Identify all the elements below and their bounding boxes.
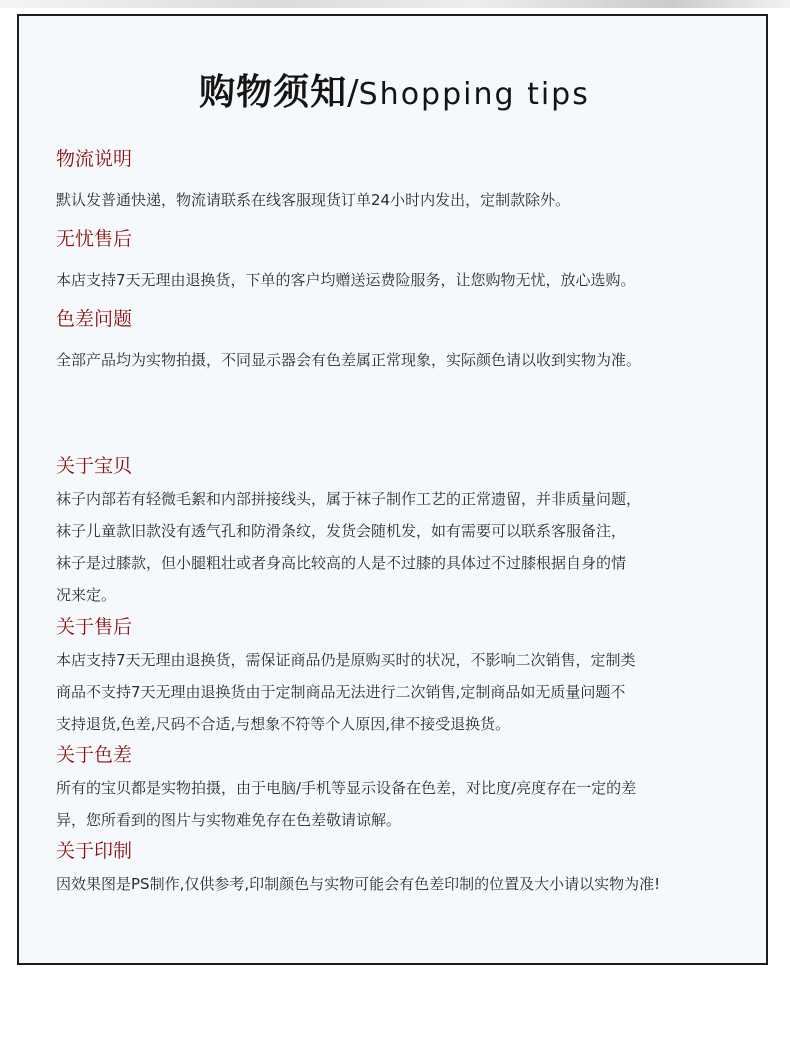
title-english: Shopping tips xyxy=(358,77,590,112)
text-line: 全部产品均为实物拍摄，不同显示器会有色差属正常现象，实际颜色请以收到实物为准。 xyxy=(56,351,642,369)
text-line: 支持退货,色差,尺码不合适,与想象不符等个人原因,律不接受退换货。 xyxy=(56,715,511,733)
section-text-logistics xyxy=(56,184,570,216)
section-heading-color-difference-issue: 色差问题 xyxy=(56,308,133,330)
text-line: 本店支持7天无理由退换货，需保证商品仍是原购买时的状况，不影响二次销售，定制类 xyxy=(56,651,636,669)
section-text-about-after-sales xyxy=(56,644,636,740)
section-text-color-difference-issue xyxy=(56,344,641,376)
title-chinese: 购物须知 xyxy=(199,72,348,113)
text-line: 因效果图是PS制作,仅供参考,印制颜色与实物可能会有色差印制的位置及大小请以实物为准! xyxy=(56,875,661,893)
text-line: 本店支持7天无理由退换货，下单的客户均赠送运费险服务，让您购物无忧，放心选购。 xyxy=(56,271,636,289)
shopping-tips-card xyxy=(17,14,768,965)
section-text-about-product xyxy=(56,483,641,611)
text-line: 况来定。 xyxy=(56,586,117,604)
text-line: 异，您所看到的图片与实物难免存在色差敬请谅解。 xyxy=(56,811,402,829)
text-line: 所有的宝贝都是实物拍摄，由于电脑/手机等显示设备在色差，对比度/亮度存在一定的差 xyxy=(56,779,637,797)
text-line: 商品不支持7天无理由退换货由于定制商品无法进行二次销售,定制商品如无质量问题不 xyxy=(56,683,626,701)
section-text-worry-free-after-sales xyxy=(56,264,636,296)
title-separator: / xyxy=(347,73,359,113)
section-heading-about-product: 关于宝贝 xyxy=(56,455,133,477)
text-line: 袜子儿童款旧款没有透气孔和防滑条纹，发货会随机发，如有需要可以联系客服备注， xyxy=(56,522,627,540)
page-title xyxy=(19,64,770,115)
text-line: 袜子内部若有轻微毛絮和内部拼接线头，属于袜子制作工艺的正常遗留，并非质量问题， xyxy=(56,490,642,508)
section-heading-about-after-sales: 关于售后 xyxy=(56,616,133,638)
section-heading-worry-free-after-sales: 无忧售后 xyxy=(56,228,133,250)
section-text-about-printing xyxy=(56,868,660,900)
section-heading-about-color-difference: 关于色差 xyxy=(56,744,133,766)
section-text-about-color-difference xyxy=(56,772,636,836)
text-line: 默认发普通快递，物流请联系在线客服现货订单24小时内发出，定制款除外。 xyxy=(56,191,571,209)
section-heading-about-printing: 关于印制 xyxy=(56,840,133,862)
text-line: 袜子是过膝款，但小腿粗壮或者身高比较高的人是不过膝的具体过不过膝根据自身的情 xyxy=(56,554,627,572)
section-heading-logistics: 物流说明 xyxy=(56,148,133,170)
top-decorative-strip xyxy=(0,0,790,8)
